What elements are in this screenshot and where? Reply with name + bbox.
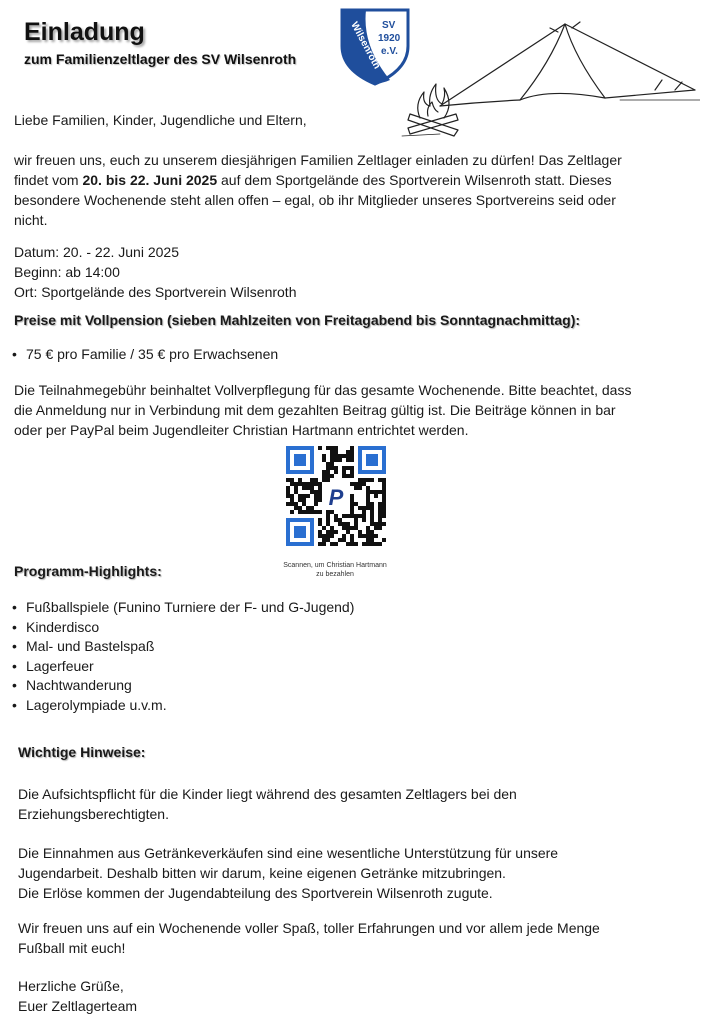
event-details [14, 242, 296, 302]
notes-heading: Wichtige Hinweise: [18, 744, 146, 760]
notes-line: Jugendarbeit. Deshalb bitten wir darum, keine eigenen Getränke mitzubringen. [18, 865, 506, 881]
event-start: Beginn: ab 14:00 [14, 264, 120, 280]
notes-line: Die Erlöse kommen der Jugendabteilung des Sportverein Wilsenroth zugute. [18, 885, 493, 901]
logo-sv: SV [382, 20, 396, 31]
payment-line: oder per PayPal beim Jugendleiter Christian Hartmann entrichtet werden. [14, 422, 469, 438]
paypal-icon: P [328, 485, 344, 510]
tent-campfire-illustration [400, 8, 700, 138]
notes-line: Die Aufsichtspflicht für die Kinder liegt während des gesamten Zeltlagers bei den [18, 786, 517, 802]
qr-caption [262, 561, 408, 579]
intro-paragraph [14, 150, 704, 230]
prices-list [12, 345, 278, 365]
event-location: Ort: Sportgelände des Sportverein Wilsenroth [14, 284, 297, 300]
notes-paragraph-supervision [18, 784, 698, 824]
intro-text: findet vom [14, 172, 83, 188]
paypal-qr-code[interactable] [285, 445, 387, 549]
intro-line: wir freuen uns, euch zu unserem diesjährigen Familien Zeltlager einladen zu dürfen! Das Zeltlager [14, 152, 622, 168]
event-date: Datum: 20. - 22. Juni 2025 [14, 244, 179, 260]
notes-line: Die Einnahmen aus Getränkeverkäufen sind eine wesentliche Unterstützung für unsere [18, 845, 559, 861]
closing-signature: Euer Zeltlagerteam [18, 998, 138, 1014]
program-item: • Fußballspiele (Funino Turniere der F- und G-Jugend) [12, 598, 354, 618]
logo-arc-text: Wilsenroth [348, 20, 383, 71]
notes-line: Wir freuen uns auf ein Wochenende voller Spaß, toller Erfahrungen und vor allem jede Menge [18, 920, 600, 936]
signature-block [18, 976, 137, 1016]
greeting: Liebe Familien, Kinder, Jugendliche und Eltern, [14, 112, 307, 128]
payment-line: Die Teilnahmegebühr beinhaltet Vollverpflegung für das gesamte Wochenende. Bitte beachtet, dass [14, 382, 632, 398]
notes-paragraph-closing [18, 918, 698, 958]
intro-line: nicht. [14, 212, 48, 228]
payment-paragraph [14, 380, 704, 440]
page-subtitle: zum Familienzeltlager des SV Wilsenroth [24, 51, 297, 67]
intro-text: auf dem Sportgelände des Sportverein Wilsenroth statt. Dieses [217, 172, 612, 188]
intro-line: besondere Wochenende steht allen offen – egal, ob ihr Mitglieder unseres Sportvereins seid oder [14, 192, 616, 208]
program-item: • Lagerolympiade u.v.m. [12, 696, 354, 716]
notes-line: Erziehungsberechtigten. [18, 806, 169, 822]
program-item: • Kinderdisco [12, 618, 354, 638]
qr-caption-line: zu bezahlen [316, 571, 354, 578]
intro-line [14, 170, 704, 190]
logo-year: 1920 [378, 33, 401, 44]
program-heading: Programm-Highlights: [14, 563, 162, 579]
page-title: Einladung [24, 18, 145, 46]
notes-line: Fußball mit euch! [18, 940, 126, 956]
program-item: • Nachtwanderung [12, 676, 354, 696]
payment-line: die Anmeldung nur in Verbindung mit dem gezahlten Beitrag gültig ist. Die Beiträge können in bar [14, 402, 616, 418]
closing-greeting: Herzliche Grüße, [18, 978, 124, 994]
program-item: • Lagerfeuer [12, 657, 354, 677]
event-dates: 20. bis 22. Juni 2025 [82, 172, 218, 188]
program-item: • Mal- und Bastelspaß [12, 637, 354, 657]
logo-ev: e.V. [381, 46, 398, 57]
program-list [12, 598, 354, 715]
prices-heading: Preise mit Vollpension (sieben Mahlzeiten von Freitagabend bis Sonntagnachmittag): [14, 312, 581, 328]
notes-paragraph-drinks [18, 843, 698, 903]
qr-caption-line: Scannen, um Christian Hartmann [283, 562, 387, 569]
price-item: • 75 € pro Familie / 35 € pro Erwachsenen [12, 345, 278, 365]
